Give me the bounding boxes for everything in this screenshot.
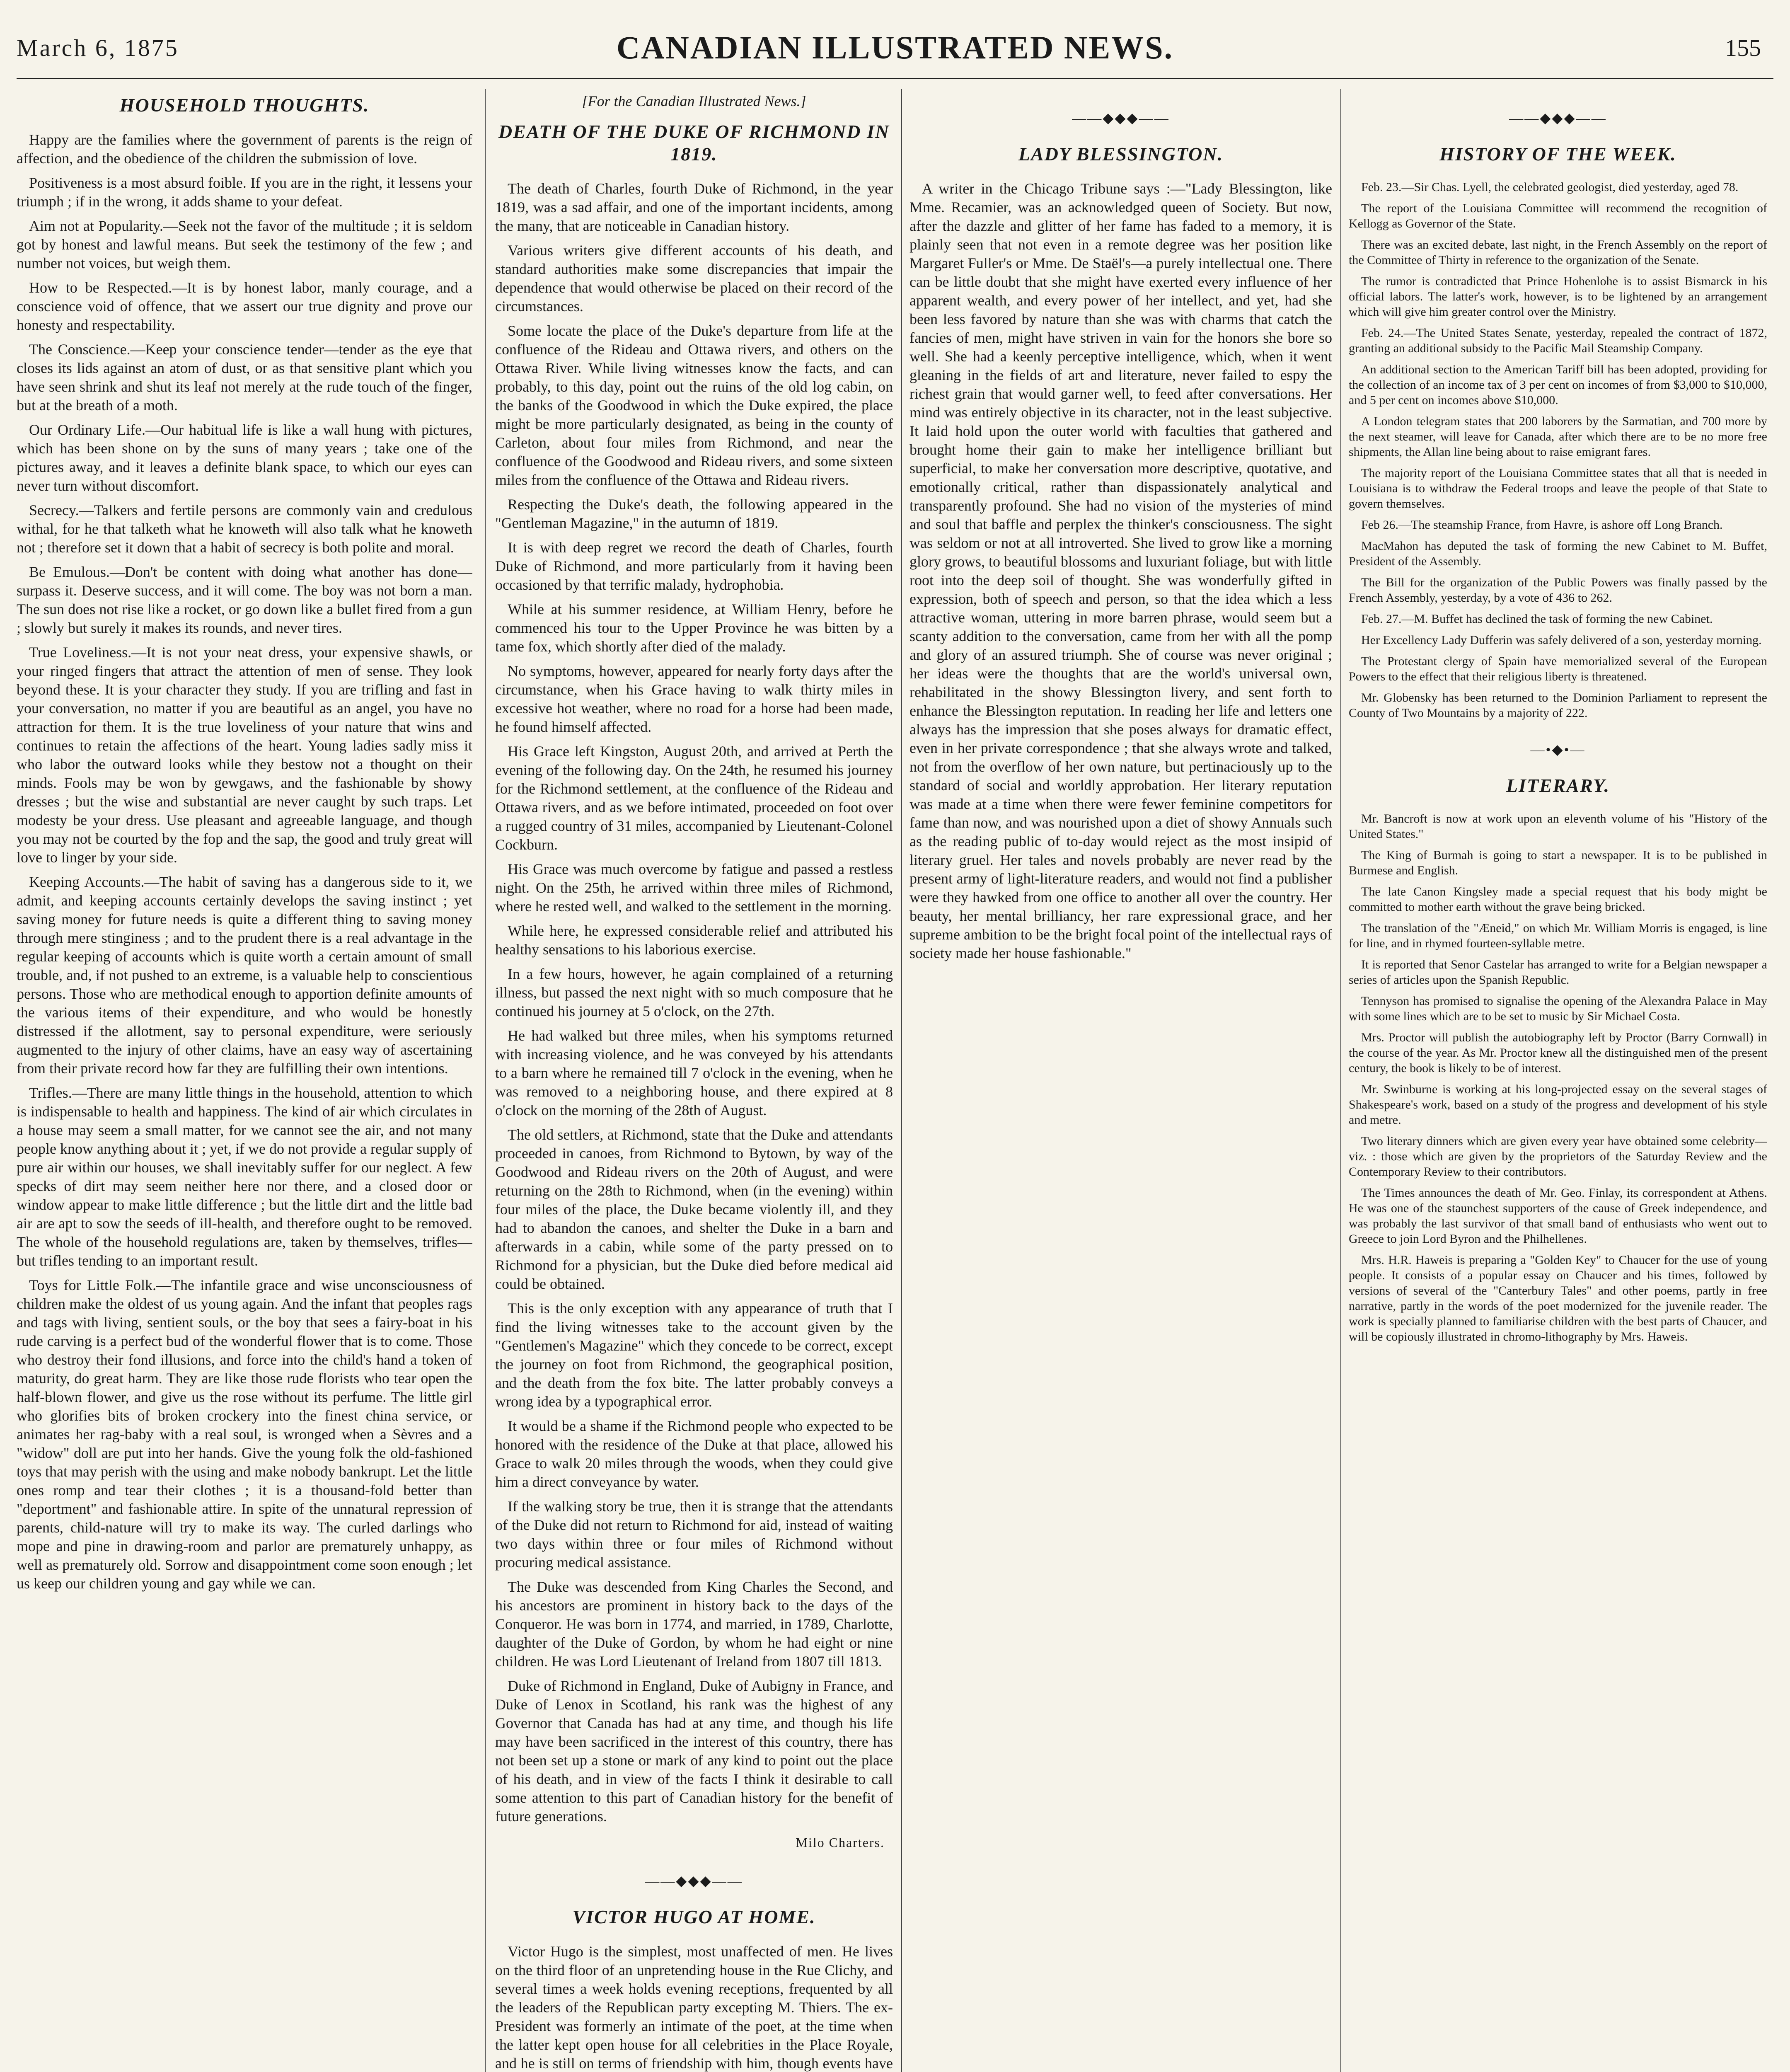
article-paragraph: How to be Respected.—It is by honest labor, manly courage, and a conscience void of offence, that we assert our true dignity and prove our honesty and respectability.	[17, 279, 472, 333]
article-paragraph: Victor Hugo is the simplest, most unaffected of men. He lives on the third floor of an unpretending house in the Rue Clichy, and several times a week holds evening receptions, frequented by all the leaders of the Republican party excepting M. Thiers. The ex-President was formerly an intimate of the poet, at the time when the latter kept open house for all celebrities in the Place Royale, and he is still on terms of friendship with him, though events have	[495, 1943, 893, 2072]
article-paragraph: Feb. 24.—The United States Senate, yesterday, repealed the contract of 1872, granting an additional subsidy to the Pacific Mail Steamship Company.	[1349, 326, 1767, 355]
article-paragraph: If the walking story be true, then it is strange that the attendants of the Duke did not return to Richmond for aid, instead of waiting two days within three or four miles of Richmond without procuring medical assistance.	[495, 1498, 893, 1571]
issue-date: March 6, 1875	[17, 34, 179, 61]
article-paragraph: Positiveness is a most absurd foible. If you are in the right, it lessens your triumph ; if in the wrong, it adds shame to your defeat.	[17, 174, 472, 210]
section-title-hugo: VICTOR HUGO AT HOME.	[572, 1906, 816, 1927]
article-paragraph: Some locate the place of the Duke's departure from life at the confluence of the Rideau and Ottawa rivers, and others on the Ottawa River. While living witnesses know the facts, and can probably, to this day, point out the ruins of the old log cabin, on the banks of the Goodwood in which the Duke expired, the place might be more particularly designated, as being in the county of Carleton, about four miles from Richmond, and near the confluence of the Goodwood and Rideau rivers, and some sixteen miles from the confluence of the Ottawa and Rideau rivers.	[495, 322, 893, 488]
article-paragraph: Mrs. Proctor will publish the autobiography left by Proctor (Barry Cornwall) in the course of the year. As Mr. Proctor knew all the distinguished men of the present century, the book is likely to be of interest.	[1349, 1031, 1767, 1075]
article-paragraph: There was an excited debate, last night, in the French Assembly on the report of the Committee of Thirty in reference to the organization of the Senate.	[1349, 238, 1767, 267]
page-number: 155	[1725, 34, 1761, 61]
article-paragraph: Two literary dinners which are given every year have obtained some celebrity—viz. : those which are given by the proprietors of the Saturday Review and the Contemporary Review to their contributors.	[1349, 1134, 1767, 1179]
column-divider	[1340, 89, 1341, 2072]
richmond-article	[495, 179, 893, 1826]
household-article	[17, 131, 472, 1593]
article-paragraph: Various writers give different accounts of his death, and standard authorities make some discrepancies that impair the dependence that would otherwise be placed on their record of the circumstances.	[495, 242, 893, 315]
article-paragraph: While at his summer residence, at William Henry, before he commenced his tour to the Upper Province he was bitten by a tame fox, which shortly after died of the malady.	[495, 601, 893, 655]
article-paragraph: An additional section to the American Tariff bill has been adopted, providing for the collection of an income tax of 3 per cent on incomes of from $3,000 to $10,000, and 5 per cent on incomes above $10,000.	[1349, 363, 1767, 407]
hugo-article	[495, 1942, 893, 2072]
article-paragraph: Duke of Richmond in England, Duke of Aubigny in France, and Duke of Lenox in Scotland, his rank was the highest of any Governor that Canada has had at any time, and though his life may have been sacrificed in the interest of this country, there has not been set up a stone or mark of any kind to point out the place of his death, and in view of the facts I think it desirable to call some attention to this part of Canadian history for the benefit of future generations.	[495, 1677, 893, 1825]
section-title-blessington: LADY BLESSINGTON.	[1018, 143, 1224, 165]
article-paragraph: Mrs. H.R. Haweis is preparing a "Golden Key" to Chaucer for the use of young people. It consists of a popular essay on Chaucer and his times, followed by versions of several of the "Canterbury Tales" and other poems, partly in free narrative, partly in the words of the poet modernized for the juvenile reader. The work is specially planned to familiarise children with the best parts of Chaucer, and will be copiously illustrated in chromo-lithography by Mrs. Haweis.	[1349, 1253, 1767, 1343]
article-paragraph: The Protestant clergy of Spain have memorialized several of the European Powers to the effect that their religious liberty is threatened.	[1349, 654, 1767, 683]
article-paragraph: The death of Charles, fourth Duke of Richmond, in the year 1819, was a sad affair, and one of the important incidents, among the many, that are noticeable in Canadian history.	[495, 180, 893, 234]
article-paragraph: The Duke was descended from King Charles the Second, and his ancestors are prominent in history back to the days of the Conqueror. He was born in 1774, and married, in 1789, Charlotte, daughter of the Duke of Gordon, by whom he had eight or nine children. He was Lord Lieutenant of Ireland from 1807 till 1813.	[495, 1578, 893, 1670]
section-ornament: —•◆•—	[1530, 742, 1586, 758]
section-ornament: ——◆◆◆——	[1509, 111, 1607, 126]
section-title-richmond: DEATH OF THE DUKE OF RICHMOND IN 1819.	[498, 121, 890, 165]
article-paragraph: Respecting the Duke's death, the following appeared in the "Gentleman Magazine," in the autumn of 1819.	[495, 496, 893, 531]
article-paragraph: His Grace was much overcome by fatigue and passed a restless night. On the 25th, he arrived within three miles of Richmond, where he rested well, and walked to the settlement in the morning.	[495, 861, 893, 915]
article-paragraph: Her Excellency Lady Dufferin was safely delivered of a son, yesterday morning.	[1361, 633, 1762, 647]
column-1	[17, 89, 472, 2072]
article-paragraph: True Loveliness.—It is not your neat dress, your expensive shawls, or your ringed fingers that attract the attention of men of sense. They look beyond these. It is your character they study. If you are trifling and fast in your conversation, no matter if you are beautiful as an angel, you have no attraction for them. It is the true loveliness of your nature that wins and continues to retain the affections of the heart. Young ladies sadly miss it who labor the outward looks while they bestow not a thought on their minds. Fools may be won by gewgaws, and the fashionable by showy dresses ; but the wise and substantial are never caught by such traps. Let modesty be your dress. Use pleasant and agreeable language, and though you may not be courted by the fop and the sap, the good and truly great will love to linger by your side.	[17, 644, 472, 866]
article-paragraph: Secrecy.—Talkers and fertile persons are commonly vain and credulous withal, for he that talketh what he knoweth will also talk what he knoweth not ; therefore set it down that a habit of secrecy is both polite and moral.	[17, 502, 472, 556]
article-paragraph: Mr. Globensky has been returned to the Dominion Parliament to represent the County of Two Mountains by a majority of 222.	[1349, 691, 1767, 720]
article-paragraph: The late Canon Kingsley made a special request that his body might be committed to mother earth without the grave being bricked.	[1349, 885, 1767, 914]
article-paragraph: It would be a shame if the Richmond people who expected to be honored with the residence of the Duke at that place, allowed his Grace to walk 20 miles through the woods, when they could give him a direct conveyance by water.	[495, 1418, 893, 1490]
section-title-literary: LITERARY.	[1506, 775, 1610, 796]
article-credit: [For the Canadian Illustrated News.]	[582, 93, 806, 109]
article-paragraph: The Conscience.—Keep your conscience tender—tender as the eye that closes its lids against an atom of dust, or as that sensitive plant which you have seen shrink and shut its leaf not merely at the rude touch of the finger, but at the breath of a moth.	[17, 341, 472, 414]
article-paragraph: It is with deep regret we record the death of Charles, fourth Duke of Richmond, and more particularly from it having been occasioned by that terrific malady, hydrophobia.	[495, 539, 893, 593]
article-paragraph: MacMahon has deputed the task of forming the new Cabinet to M. Buffet, President of the Assembly.	[1349, 539, 1767, 568]
literary-list	[1349, 811, 1767, 1344]
column-2	[495, 89, 893, 2072]
history-list	[1349, 179, 1767, 721]
article-paragraph: Mr. Bancroft is now at work upon an eleventh volume of his "History of the United States."	[1349, 812, 1767, 841]
article-paragraph: Trifles.—There are many little things in the household, attention to which is indispensable to health and happiness. The kind of air which circulates in a house may seem a small matter, for we cannot see the air, and not many people know anything about it ; yet, if we do not provide a regular supply of pure air within our houses, we shall inevitably suffer for our neglect. A few specks of dirt may seem neither here nor there, and a closed door or window appear to make little difference ; but the little dirt and the little bad air are apt to sow the seeds of ill-health, and therefore ought to be removed. The whole of the household regulations are, taken by themselves, trifles—but trifles tending to an important result.	[17, 1084, 472, 1269]
newspaper-page	[17, 0, 1773, 2072]
article-paragraph: Feb. 23.—Sir Chas. Lyell, the celebrated geologist, died yesterday, aged 78.	[1361, 180, 1739, 194]
section-title-household: HOUSEHOLD THOUGHTS.	[119, 94, 370, 116]
article-paragraph: Our Ordinary Life.—Our habitual life is like a wall hung with pictures, which has been shone on by the suns of many years ; take one of the pictures away, and it leaves a definite blank space, to which our eyes can never turn without discomfort.	[17, 421, 472, 494]
article-paragraph: The old settlers, at Richmond, state that the Duke and attendants proceeded in canoes, from Richmond to Bytown, by way of the Goodwood and Rideau rivers on the 20th of August, and were returning on the 28th to Richmond, when (in the evening) within four miles of the place, the Duke became violently ill, and they had to abandon the canoes, and shelter the Duke in a barn and afterwards in a cabin, while some of the party pressed on to Richmond for a physician, but the Duke died before medical aid could be obtained.	[495, 1126, 893, 1292]
article-paragraph: While here, he expressed considerable relief and attributed his healthy sensations to his laborious exercise.	[495, 922, 893, 958]
section-ornament: ——◆◆◆——	[645, 1874, 743, 1889]
article-paragraph: Toys for Little Folk.—The infantile grace and wise unconsciousness of children make the oldest of us young again. And the infant that peoples rags and tags with living, sentient souls, or the boy that sees a fairy-boat in his rude carving is a perfect bud of the wonderful flower that is to come. Those who destroy their fond illusions, and force into the child's hand a token of maturity, do great harm. They are like those rude florists who tear open the half-blown flower, and give us the rose without its perfume. The little girl who glorifies bits of broken crockery into the finest china service, or animates her rag-baby with a real soul, is wronged when a Sèvres and a "widow" doll are put into her hands. Give the young folk the old-fashioned toys that may perish with the using and make nobody bankrupt. Let the little ones romp and tear their clothes ; it is a thousand-fold better than "deportment" and fashionable attire. In spite of the unnatural repression of parents, child-nature will try to make its way. The curled darlings who mope and pine in drawing-room and parlor are prematurely unhappy, as well as prematurely old. Sorrow and disappointment come soon enough ; let us keep our children young and gay while we can.	[17, 1277, 472, 1592]
article-paragraph: It is reported that Senor Castelar has arranged to write for a Belgian newspaper a series of articles upon the Spanish Republic.	[1349, 958, 1767, 987]
section-ornament: ——◆◆◆——	[1072, 111, 1170, 126]
article-paragraph: The King of Burmah is going to start a newspaper. It is to be published in Burmese and English.	[1349, 848, 1767, 877]
newspaper-title: CANADIAN ILLUSTRATED NEWS.	[616, 29, 1174, 65]
article-paragraph: In a few hours, however, he again complained of a returning illness, but passed the next night with so much composure that he continued his journey at 5 o'clock, on the 27th.	[495, 966, 893, 1019]
blessington-article	[910, 179, 1332, 963]
article-paragraph: Be Emulous.—Don't be content with doing what another has done—surpass it. Deserve success, and it will come. The boy was not born a man. The sun does not rise like a rocket, or go down like a bullet fired from a gun ; slowly but surely it makes its rounds, and never tires.	[17, 564, 472, 636]
masthead	[17, 20, 1773, 70]
article-paragraph: Aim not at Popularity.—Seek not the favor of the multitude ; it is seldom got by honest and lawful means. But seek the testimony of the few ; and number not voices, but weigh them.	[17, 218, 472, 271]
column-divider	[485, 89, 486, 2072]
article-paragraph: The translation of the "Æneid," on which Mr. William Morris is engaged, is line for line, and in rhymed fourteen-syllable metre.	[1349, 921, 1767, 950]
article-paragraph: The majority report of the Louisiana Committee states that all that is needed in Louisiana is to withdraw the Federal troops and leave the people of that State to govern themselves.	[1349, 466, 1767, 511]
column-divider	[901, 89, 902, 2072]
article-paragraph: Keeping Accounts.—The habit of saving has a dangerous side to it, we admit, and keeping accounts certainly develops the saving instinct ; yet saving money for future needs is quite a different thing to saving money through mere stinginess ; and to the prudent there is a real advantage in the regular keeping of accounts which is quite worth a certain amount of small trouble, and, if not pushed to an extreme, is a valuable help to conscientious persons. Those who are methodical enough to apportion definite amounts of the various items of their expenditure, and who would be honestly distressed if the allotment, say to personal expenditure, were seriously augmented to the injury of other claims, have an easy way of ascertaining from their private record how far they are fulfilling their own intentions.	[17, 874, 472, 1077]
article-paragraph: His Grace left Kingston, August 20th, and arrived at Perth the evening of the following day. On the 24th, he resumed his journey for the Richmond settlement, at the confluence of the Rideau and Ottawa rivers, and as we before intimated, proceeded on foot over a rugged country of 31 miles, accompanied by Lieutenant-Colonel Cockburn.	[495, 743, 893, 853]
article-paragraph: This is the only exception with any appearance of truth that I find the living witnesses take to the account given by the "Gentlemen's Magazine" which they concede to be correct, except the journey on foot from Richmond, the geographical position, and the death from the fox bite. The latter probably conveys a wrong idea by a typographical error.	[495, 1300, 893, 1410]
article-paragraph: The Times announces the death of Mr. Geo. Finlay, its correspondent at Athens. He was one of the staunchest supporters of the cause of Greek independence, and was probably the last survivor of that small band of enthusiasts who went out to Greece to join Lord Byron and the Philhellenes.	[1349, 1186, 1767, 1246]
article-paragraph: A London telegram states that 200 laborers by the Sarmatian, and 700 more by the next steamer, will leave for Canada, after which there are to be no more free shipments, the Allan line being about to raise emigrant fares.	[1349, 414, 1767, 459]
section-title-history: HISTORY OF THE WEEK.	[1439, 143, 1676, 165]
article-paragraph: Tennyson has promised to signalise the opening of the Alexandra Palace in May with some lines which are to be set to music by Sir Michael Costa.	[1349, 994, 1767, 1023]
article-paragraph: He had walked but three miles, when his symptoms returned with increasing violence, and he was conveyed by his attendants to a barn where he remained till 7 o'clock in the evening, when he was removed to a neighboring house, and there expired at 8 o'clock on the morning of the 28th of August.	[495, 1027, 893, 1118]
article-paragraph: A writer in the Chicago Tribune says :—"Lady Blessington, like Mme. Recamier, was an acknowledged queen of Society. But now, after the dazzle and glitter of her fame has faded to a memory, it is plainly seen that not even in a remote degree was her position like Margaret Fuller's or Mme. De Staël's—a purely intellectual one. There can be little doubt that she might have exerted every influence of her apparent wealth, and every power of her intellect, and yet, had she been less favored by nature than she was with charms that catch the fancies of men, might have striven in vain for the honors she bore so well. She had a keenly perceptive intelligence, which, when it went gleaning in the fields of art and literature, never failed to espy the richest grain that would garner well, to feed after conversations. Her mind was entirely objective in its character, not in the least subjective. It laid hold upon the outer world with faculties that gathered and brought home their gain to make her intelligence brilliant but superficial, to make her conversation more descriptive, quotative, and emotionally critical, rather than dispassionately analytical and transparently profound. She had no vision of the mysteries of mind and soul that baffle and perplex the thinker's consciousness. The sight was seldom or not at all introverted. She lived to grow like a morning glory grows, to beautiful blossoms and luxuriant foliage, but with little root into the deep soil of thought. She was wonderfully gifted in expression, both of speech and person, so that the idea which a less attractive woman, uttering in more barren phrase, would seem but a scanty addition to the conversation, came from her with all the pomp and glory of an assured triumph. She of course was never original ; her ideas were the thoughts that are the world's universal own, rehabilitated in the showy Blessington livery, and sent forth to enhance the Blessington reputation. In reading her life and letters one always has the impression that she poses always for dramatic effect, even in her private correspondence ; that she always wrote and talked, not from the overflow of her own nature, but pertinaciously up to the standard of social and worldly approbation. Her literary reputation was made at a time when there were fewer feminine competitors for fame than now, and was nourished upon a diet of showy Annuals such as the reading public of to-day would reject as the most insipid of literary gruel. Her tales and novels probably are never read by the present army of light-literature readers, and would not find a publisher were they hawked from one office to another all over the country. Her beauty, her mental brilliancy, her rare expressional grace, and her supreme ambition to be the bright focal point of the intellectual rays of society made her house fashionable."	[910, 180, 1332, 961]
article-paragraph: Happy are the families where the government of parents is the reign of affection, and the obedience of the children the submission of love.	[17, 131, 472, 167]
column-4	[1349, 89, 1767, 2072]
article-paragraph: The report of the Louisiana Committee will recommend the recognition of Kellogg as Governor of the State.	[1349, 201, 1767, 230]
article-paragraph: The rumor is contradicted that Prince Hohenlohe is to assist Bismarck in his official labors. The latter's work, however, is to be lightened by an arrangement which will give him greater control over the Ministry.	[1349, 274, 1767, 319]
article-paragraph: No symptoms, however, appeared for nearly forty days after the circumstance, when his Grace having to walk thirty miles in excessive hot weather, where no road for a horse had been made, he found himself affected.	[495, 663, 893, 735]
article-paragraph: Mr. Swinburne is working at his long-projected essay on the several stages of Shakespeare's work, based on a study of the progress and development of his style and metre.	[1349, 1082, 1767, 1127]
header-rule	[17, 78, 1773, 79]
article-paragraph: Feb. 27.—M. Buffet has declined the task of forming the new Cabinet.	[1361, 612, 1713, 626]
author-signature: Milo Charters.	[796, 1835, 885, 1850]
article-paragraph: The Bill for the organization of the Public Powers was finally passed by the French Assembly, yesterday, by a vote of 436 to 262.	[1349, 576, 1767, 605]
article-paragraph: Feb 26.—The steamship France, from Havre, is ashore off Long Branch.	[1361, 518, 1723, 532]
column-3	[910, 89, 1332, 2072]
